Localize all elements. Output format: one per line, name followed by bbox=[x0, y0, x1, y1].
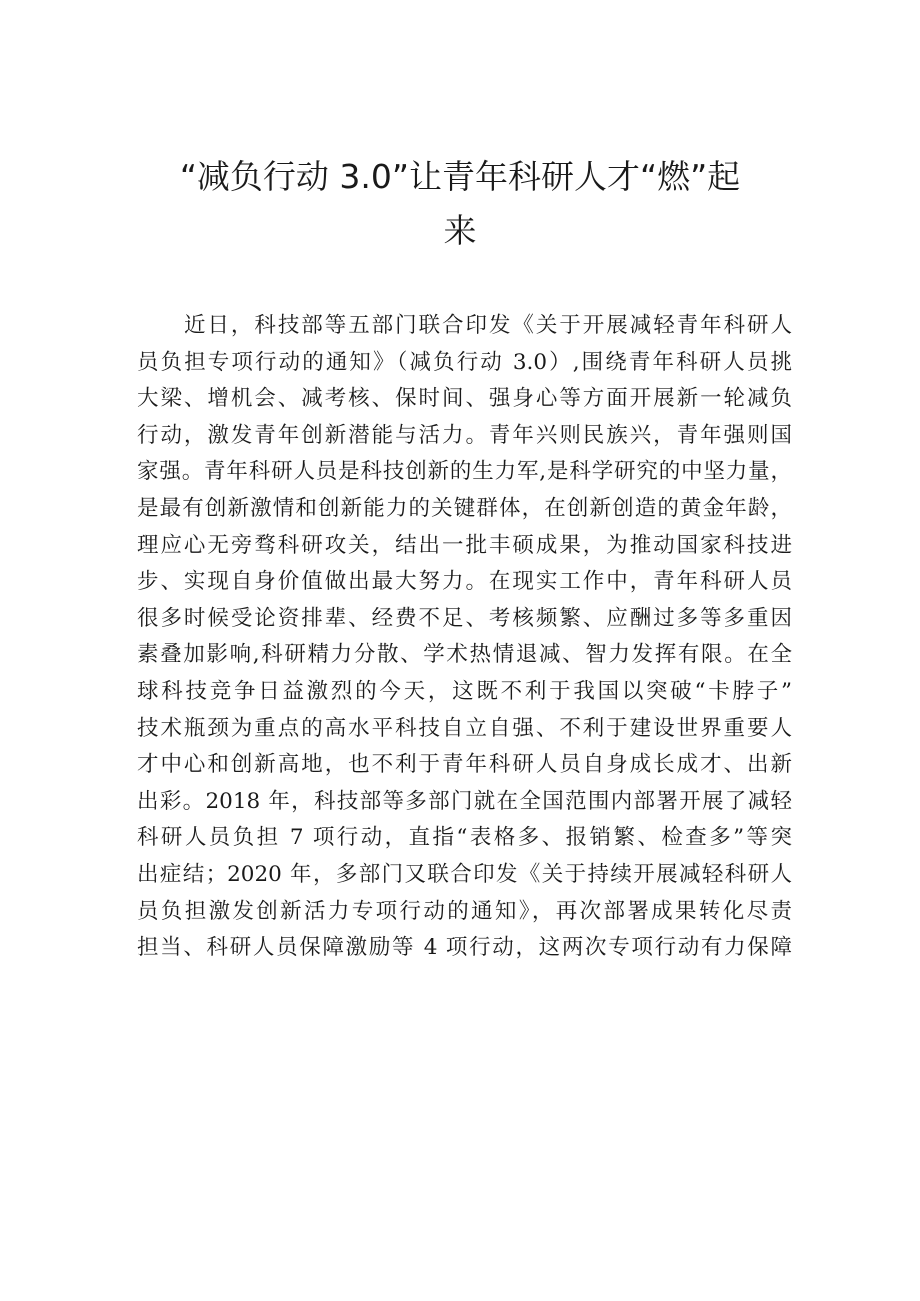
body-line: 出彩。2018 年，科技部等多部门就在全国范围内部署开展了减轻 bbox=[137, 788, 792, 814]
body-line: 科研人员负担 7 项行动，直指“表格多、报销繁、检查多”等突 bbox=[137, 825, 792, 851]
body-line: 员负担激发创新活力专项行动的通知》，再次部署成果转化尽责 bbox=[137, 898, 792, 924]
body-line: 才中心和创新高地，也不利于青年科研人员自身成长成才、出新 bbox=[137, 752, 792, 778]
body-line: 很多时候受论资排辈、经费不足、考核频繁、应酬过多等多重因 bbox=[137, 605, 792, 631]
body-line: 技术瓶颈为重点的高水平科技自立自强、不利于建设世界重要人 bbox=[137, 715, 792, 741]
body-line: 家强。青年科研人员是科技创新的生力军,是科学研究的中坚力量， bbox=[137, 459, 792, 485]
body-line: 是最有创新激情和创新能力的关键群体，在创新创造的黄金年龄， bbox=[137, 495, 792, 521]
body-line: 步、实现自身价值做出最大努力。在现实工作中，青年科研人员 bbox=[137, 569, 792, 595]
body-line: 担当、科研人员保障激励等 4 项行动，这两次专项行动有力保障 bbox=[137, 935, 792, 961]
body-line: 理应心无旁骛科研攻关，结出一批丰硕成果，为推动国家科技进 bbox=[137, 532, 792, 558]
document-title bbox=[140, 150, 780, 258]
body-line: 大梁、增机会、减考核、保时间、强身心等方面开展新一轮减负 bbox=[137, 386, 792, 412]
body-line: 球科技竞争日益激烈的今天，这既不利于我国以突破“卡脖子” bbox=[137, 678, 792, 704]
body-line: 素叠加影响,科研精力分散、学术热情退减、智力发挥有限。在全 bbox=[137, 642, 792, 668]
body-line: 近日，科技部等五部门联合印发《关于开展减轻青年科研人 bbox=[184, 313, 792, 338]
body-line: 员负担专项行动的通知》（减负行动 3.0）,围绕青年科研人员挑 bbox=[137, 349, 792, 375]
title-line: “减负行动 3.0”让青年科研人才“燃”起 bbox=[179, 157, 741, 196]
body-line: 出症结；2020 年，多部门又联合印发《关于持续开展减轻科研人 bbox=[137, 861, 792, 887]
title-line: 来 bbox=[443, 211, 477, 250]
body-line: 行动，激发青年创新潜能与活力。青年兴则民族兴，青年强则国 bbox=[137, 422, 792, 448]
body-paragraph bbox=[137, 308, 792, 967]
